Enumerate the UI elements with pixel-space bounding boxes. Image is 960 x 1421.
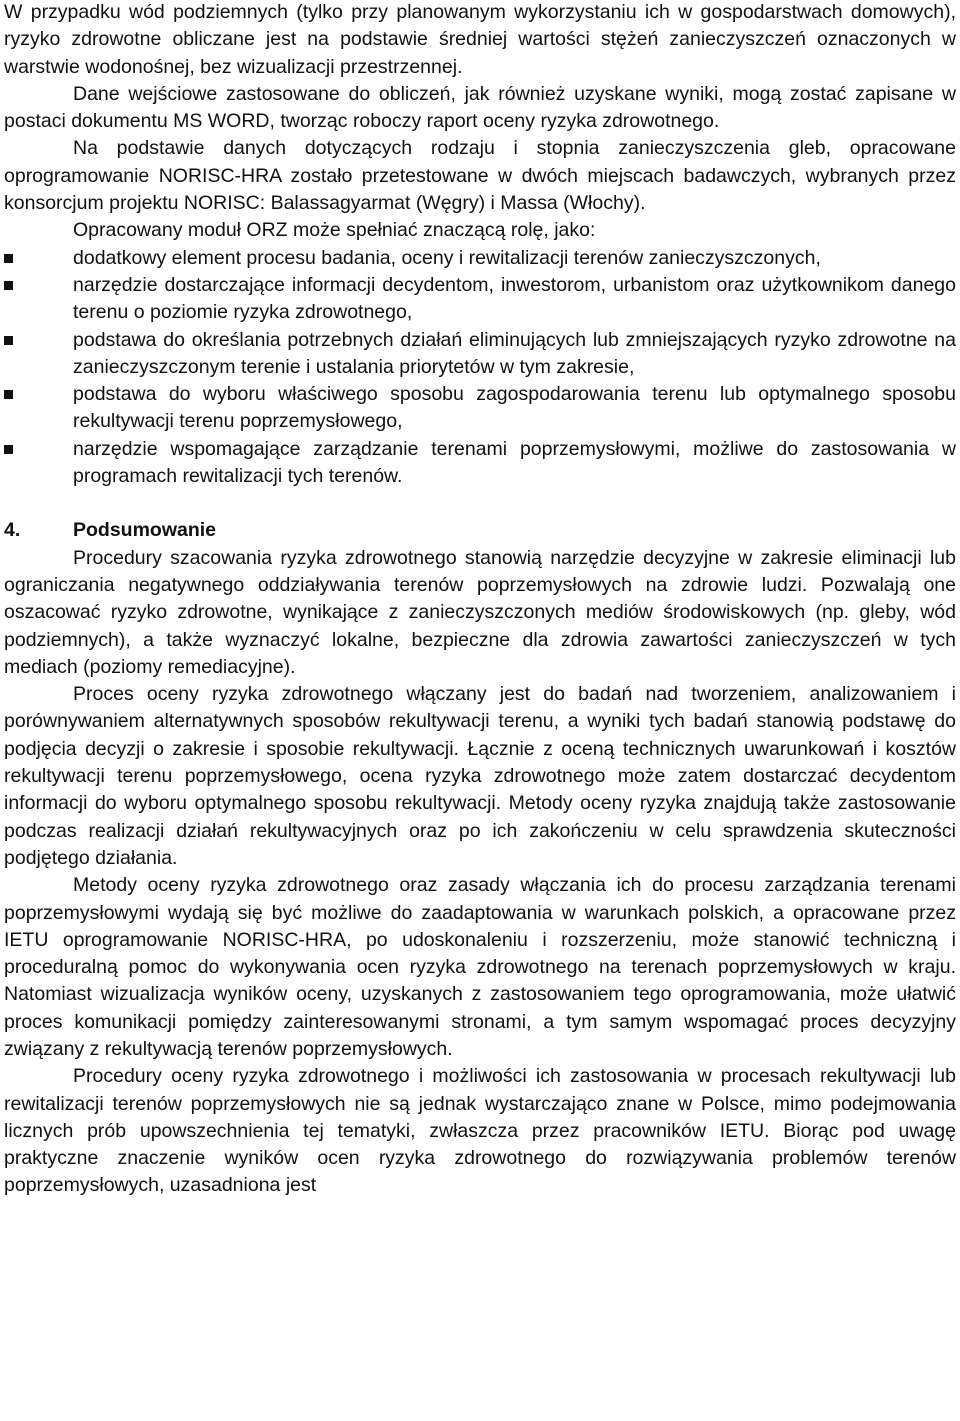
paragraph-testing: Na podstawie danych dotyczących rodzaju i stopnia zanieczyszczenia gleb, opracowane oprogramowanie NORISC-HRA zostało przetestowane w dwóch miejscach badawczych, wybranych przez konsorcjum projektu NORISC: Balassagyarmat (Węgry) i Massa (Włochy). [4,137,956,215]
section-heading [4,517,956,544]
square-bullet-icon [4,336,13,345]
square-bullet-icon [4,390,13,399]
list-item-text: dodatkowy element procesu badania, oceny i rewitalizacji terenów zanieczyszczonych, [73,246,821,269]
list-item-text: podstawa do wyboru właściwego sposobu zagospodarowania terenu lub optymalnego sposobu rekultywacji terenu poprzemysłowego, [73,383,956,433]
section-number: 4. [4,519,21,542]
list-item-text: narzędzie dostarczające informacji decydentom, inwestorom, urbanistom oraz użytkownikom danego terenu o poziomie ryzyka zdrowotnego, [73,273,956,324]
role-list [4,245,956,491]
square-bullet-icon [4,281,13,290]
paragraph-input-data: Dane wejściowe zastosowane do obliczeń, jak również uzyskane wyniki, mogą zostać zapisane w postaci dokumentu MS WORD, tworząc roboczy raport oceny ryzyka zdrowotnego. [4,82,956,133]
paragraph-groundwater: W przypadku wód podziemnych (tylko przy planowanym wykorzystaniu ich w gospodarstwach domowych), ryzyko zdrowotne obliczane jest na podstawie średniej wartości stężeń zanieczyszczeń oznaczonych w warstwie wodonośnej, bez wizualizacji przestrzennej. [4,1,956,78]
section-title: Podsumowanie [73,519,217,542]
paragraph-summary-3: Metody oceny ryzyka zdrowotnego oraz zasady włączania ich do procesu zarządzania terenami poprzemysłowymi wydają się być możliwe do zaadaptowania w warunkach polskich, a opracowane przez IETU oprogramowanie NORISC-HRA, po udoskonaleniu i rozszerzeniu, może stanowić techniczną i proceduralną pomoc do wykonywania ocen ryzyka zdrowotnego na terenach poprzemysłowych w kraju. Natomiast wizualizacja wyników oceny, uzyskanych z zastosowaniem tego oprogramowania, może ułatwić proces komunikacji pomiędzy zainteresowanymi stronami, a tym samym wspomagać proces decyzyjny związany z rekultywacją terenów poprzemysłowych. [4,874,956,1060]
paragraph-summary-2: Proces oceny ryzyka zdrowotnego włączany jest do badań nad tworzeniem, analizowaniem i porównywaniem alternatywnych sposobów rekultywacji terenu, a wyniki tych badań stanowią podstawę do podjęcia decyzji o zakresie i sposobie rekultywacji. Łącznie z oceną technicznych uwarunkowań i kosztów rekultywacji terenu poprzemysłowego, ocena ryzyka zdrowotnego może zatem dostarczać decydentom informacji do wyboru optymalnego sposobu rekultywacji. Metody oceny ryzyka znajdują także zastosowanie podczas realizacji działań rekultywacyjnych oraz po ich zakończeniu w celu sprawdzenia skuteczności podjętego działania. [4,683,956,869]
list-item-text: narzędzie wspomagające zarządzanie terenami poprzemysłowymi, możliwe do zastosowania w programach rewitalizacji tych terenów. [73,437,956,488]
list-item [4,272,956,327]
paragraph-summary-4: Procedury oceny ryzyka zdrowotnego i możliwości ich zastosowania w procesach rekultywacji lub rewitalizacji terenów poprzemysłowych nie są jednak wystarczająco znane w Polsce, mimo podejmowania licznych prób upowszechnienia tej tematyki, zwłaszcza przez pracowników IETU. Biorąc pod uwagę praktyczne znaczenie wyników ocen ryzyka zdrowotnego do rozwiązywania problemów terenów poprzemysłowych, uzasadniona jest [4,1065,956,1197]
list-item [4,245,956,272]
paragraph-summary-1: Procedury szacowania ryzyka zdrowotnego stanowią narzędzie decyzyjne w zakresie eliminacji lub ograniczania negatywnego oddziaływania terenów poprzemysłowych na zdrowie ludzi. Pozwalają one oszacować ryzyko zdrowotne, wynikające z zanieczyszczonych mediów środowiskowych (np. gleby, wód podziemnych), a także wyznaczyć lokalne, bezpieczne dla zdrowia zawartości zanieczyszczeń w tych mediach (poziomy remediacyjne). [4,546,956,678]
square-bullet-icon [4,254,13,263]
square-bullet-icon [4,445,13,454]
document-page [4,0,956,1200]
list-item [4,436,956,491]
list-item [4,327,956,382]
list-item-text: podstawa do określania potrzebnych działań eliminujących lub zmniejszających ryzyko zdrowotne na zanieczyszczonym terenie i ustalania priorytetów w tym zakresie, [73,328,956,378]
list-item [4,381,956,436]
paragraph-module-role: Opracowany moduł ORZ może spełniać znaczącą rolę, jako: [73,219,596,242]
